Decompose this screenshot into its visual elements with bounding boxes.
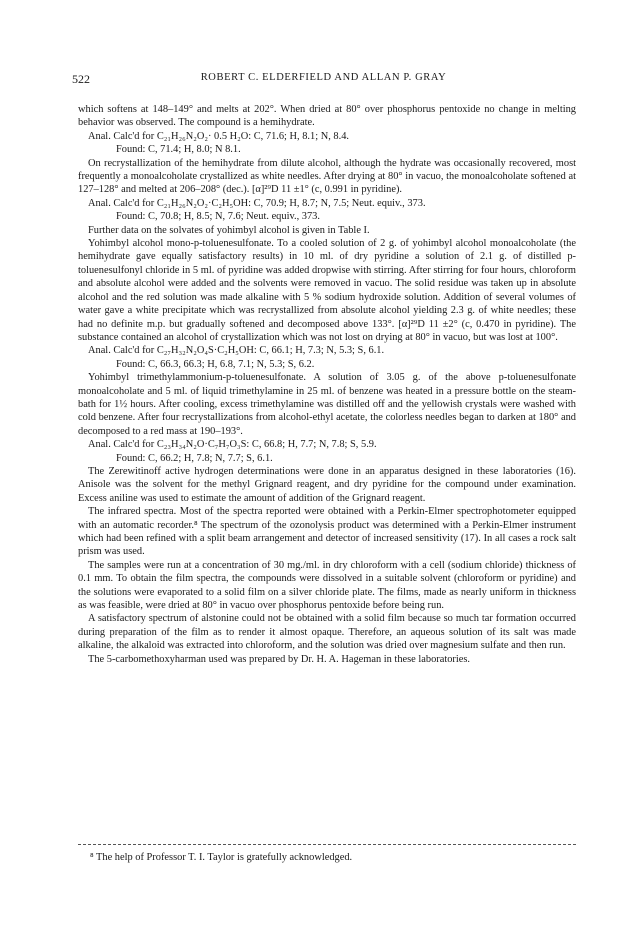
paragraph: A satisfactory spectrum of alstonine could not be obtained with a solid film because so much tar formation occurred during preparation of the film as to render it almost opaque. Therefore, an aqueous solution of its salt was made alkaline, the alkaloid was extracted into chloroform, and the solution was dried over magnesium sulfate and then run. — [78, 613, 576, 652]
paragraph: The infrared spectra. Most of the spectra reported were obtained with a Perkin-Elmer spectrophotometer equipped with an automatic recorder.⁸ The spectrum of the ozonolysis product was determined with a Perkin-Elmer instrument which had been refined with a split beam arrangement and detector of increased sensitivity (17). In all cases a rock salt prism was used. — [78, 506, 576, 558]
paragraph: The samples were run at a concentration of 30 mg./ml. in dry chloroform with a cell (sodium chloride) thickness of 0.1 mm. To obtain the film spectra, the compounds were dissolved in a suitable solvent (chloroform or pyridine) and the solutions were evaporated to a solid film on a silver chloride plate. The films, made as nearly uniform in thickness as was feasible, were dried at 80° in vacuo over phosphorus pentoxide before being run. — [78, 559, 576, 612]
analysis-calc: Anal. Calc'd for C₂₃H₃₄N₂O·C₇H₇O₃S: C, 66.8; H, 7.7; N, 7.8; S, 5.9. — [88, 439, 377, 451]
body-text — [78, 103, 576, 666]
analysis-found: Found: C, 71.4; H, 8.0; N 8.1. — [116, 144, 241, 156]
analysis-calc: Anal. Calc'd for C₂₁H₂₆N₂O₂·C₂H₅OH: C, 70.9; H, 8.7; N, 7.5; Neut. equiv., 373. — [88, 197, 426, 209]
paragraph: which softens at 148–149° and melts at 202°. When dried at 80° over phosphorus pentoxide no change in melting behavior was observed. The compound is a hemihydrate. — [78, 104, 576, 129]
paragraph: On recrystallization of the hemihydrate from dilute alcohol, although the hydrate was occasionally recovered, most frequently a monoalcoholate crystallized as white needles. After drying at 80° in vacuo, the monoalcoholate softened at 127–128° and melted at 206–208° (dec.). [α]²⁹D 11 ±1° (c, 0.991 in pyridine). — [78, 157, 576, 196]
footnote-divider — [78, 844, 576, 845]
page-header — [72, 72, 575, 88]
analysis-found: Found: C, 70.8; H, 8.5; N, 7.6; Neut. equiv., 373. — [116, 211, 320, 223]
analysis-calc: Anal. Calc'd for C₂₇H₃₂N₂O₄S·C₂H₅OH: C, 66.1; H, 7.3; N, 5.3; S, 6.1. — [88, 345, 385, 357]
analysis-found: Found: C, 66.2; H, 7.8; N, 7.7; S, 6.1. — [116, 452, 273, 464]
analysis-calc: Anal. Calc'd for C₂₁H₂₆N₂O₂· 0.5 H₂O: C, 71.6; H, 8.1; N, 8.4. — [88, 130, 349, 142]
footnote: ⁸ The help of Professor T. I. Taylor is gratefully acknowledged. — [90, 852, 353, 863]
running-title: ROBERT C. ELDERFIELD AND ALLAN P. GRAY — [200, 72, 447, 83]
paragraph: The Zerewitinoff active hydrogen determinations were done in an apparatus designed in these laboratories (16). Anisole was the solvent for the methyl Grignard reagent, and dry pyridine for the compound under examination. Excess aniline was used to estimate the amount of addition of the Grignard reagent. — [78, 465, 576, 504]
page-number: 522 — [72, 72, 90, 86]
paragraph: Yohimbyl trimethylammonium-p-toluenesulfonate. A solution of 3.05 g. of the above p-toluenesulfonate monoalcoholate and 5 ml. of liquid trimethylamine in 25 ml. of benzene was heated in a pressure bottle on the steam-bath for 1½ hours. After cooling, excess trimethylamine was distilled off and the yellowish crystals were washed with cold benzene. After four recrystallizations from alcohol-ethyl acetate, the colorless needles began to darken at 180° and decomposed to a red mass at 190–193°. — [78, 372, 576, 437]
paragraph: The 5-carbomethoxyharman used was prepared by Dr. H. A. Hageman in these laboratories. — [88, 653, 471, 665]
analysis-found: Found: C, 66.3, 66.3; H, 6.8, 7.1; N, 5.3; S, 6.2. — [116, 358, 315, 370]
paragraph: Further data on the solvates of yohimbyl alcohol is given in Table I. — [88, 224, 370, 236]
paragraph: Yohimbyl alcohol mono-p-toluenesulfonate. To a cooled solution of 2 g. of yohimbyl alcohol monoalcoholate (the hemihydrate gave equally satisfactory results) in 10 ml. of dry pyridine a solution of 2.1 g. of distilled p-toluenesulfonyl chloride in 5 ml. of pyridine was added dropwise with stirring. After stirring for four hours, chloroform and absolute alcohol were added and the solvents were removed in vacuo. The solid residue was taken up in absolute alcohol and the red solution was made alkaline with 5 % sodium hydroxide solution. Addition of several volumes of water gave a white precipitate which was recrystallized from absolute alcohol yielding 2.3 g. of white needles; these had no definite m.p. but gradually softened and decomposed above 133°. [α]²⁹D 11 ±2° (c, 0.470 in pyridine). The substance contained an alcohol of crystallization which was not lost on drying at 80° in vacuo, but was lost at 100°. — [78, 238, 576, 343]
